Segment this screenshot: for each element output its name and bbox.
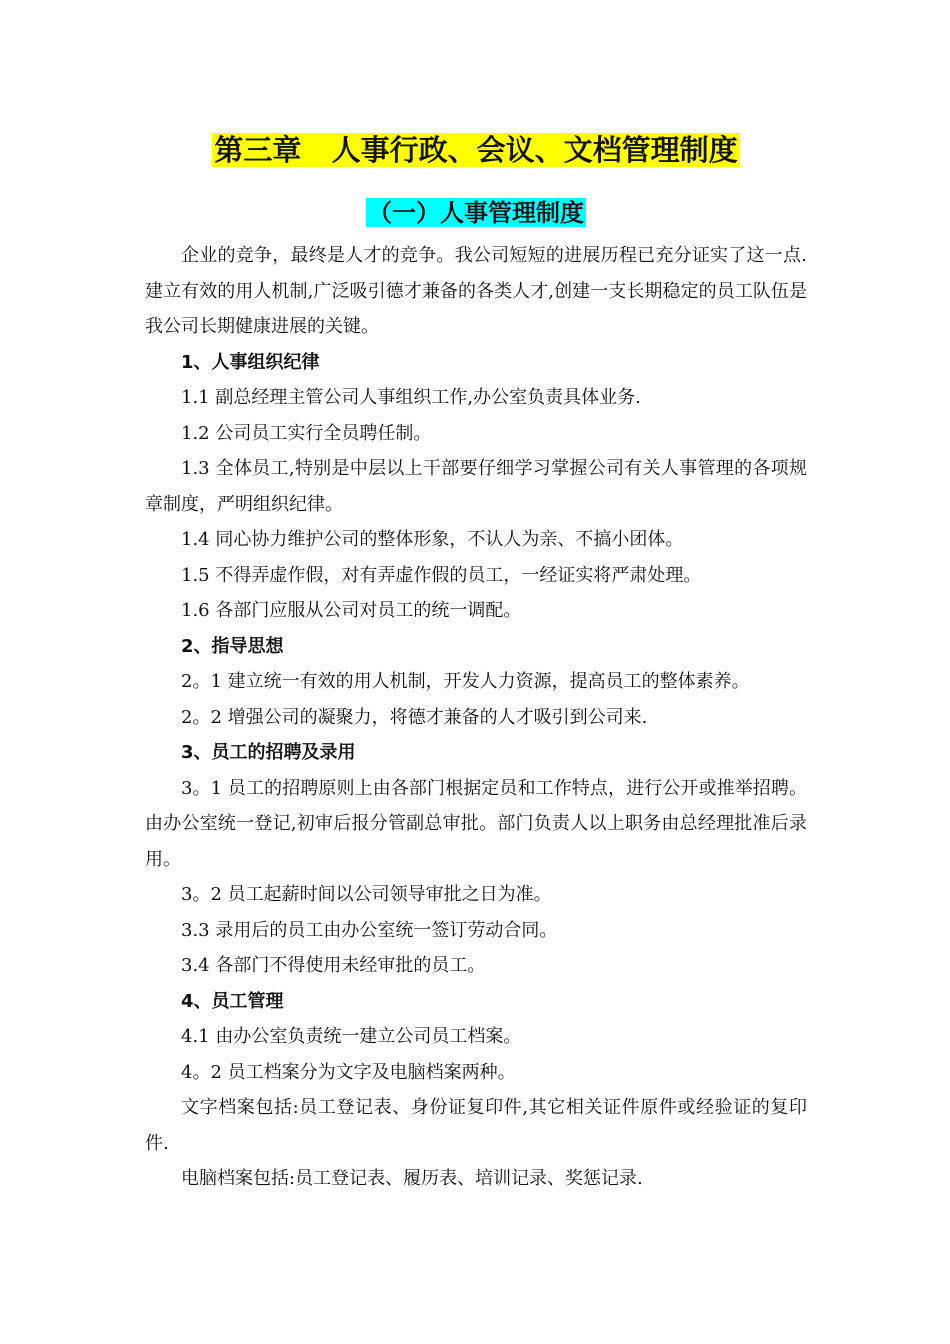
intro-paragraph: 企业的竞争，最终是人才的竞争。我公司短短的进展历程已充分证实了这一点.建立有效的用人机制,广泛吸引德才兼备的各类人才,创建一支长期稳定的员工队伍是我公司长期健康进展的关键。 (145, 245, 807, 337)
clause: 1.3 全体员工,特别是中层以上干部要仔细学习掌握公司有关人事管理的各项规章制度，严明组织纪律。 (145, 458, 807, 515)
section-2 (145, 629, 807, 736)
section-4 (145, 984, 807, 1197)
clause: 3。2 员工起薪时间以公司领导审批之日为准。 (181, 884, 552, 905)
section-heading: 4、员工管理 (181, 990, 284, 1012)
document-page (145, 128, 807, 1197)
clause: 1.4 同心协力维护公司的整体形象，不认人为亲、不搞小团体。 (181, 529, 684, 550)
clause: 4.1 由办公室负责统一建立公司员工档案。 (181, 1026, 522, 1047)
section-title-text: （一）人事管理制度 (368, 198, 584, 227)
clause: 1.6 各部门应服从公司对员工的统一调配。 (181, 600, 522, 621)
clause: 2。2 增强公司的凝聚力，将德才兼备的人才吸引到公司来. (181, 706, 648, 728)
clause: 3.3 录用后的员工由办公室统一签订劳动合同。 (181, 919, 558, 941)
section-heading: 2、指导思想 (181, 635, 284, 657)
clause: 电脑档案包括:员工登记表、履历表、培训记录、奖惩记录. (181, 1168, 643, 1189)
section-3 (145, 735, 807, 984)
chapter-title (145, 128, 807, 172)
clause: 3。1 员工的招聘原则上由各部门根据定员和工作特点，进行公开或推举招聘。由办公室统一登记,初审后报分管副总审批。部门负责人以上职务由总经理批准后录用。 (145, 777, 807, 870)
clause: 2。1 建立统一有效的用人机制，开发人力资源，提高员工的整体素养。 (181, 671, 750, 692)
section-1 (145, 345, 807, 629)
section-heading: 1、人事组织纪律 (181, 351, 320, 373)
clause: 1.5 不得弄虚作假，对有弄虚作假的员工，一经证实将严肃处理。 (181, 564, 702, 586)
clause: 1.1 副总经理主管公司人事组织工作,办公室负责具体业务. (181, 387, 641, 408)
clause: 4。2 员工档案分为文字及电脑档案两种。 (181, 1061, 516, 1083)
section-title (145, 196, 807, 230)
section-heading: 3、员工的招聘及录用 (181, 742, 356, 763)
clause: 3.4 各部门不得使用未经审批的员工。 (181, 955, 486, 976)
chapter-title-text: 第三章 人事行政、会议、文档管理制度 (214, 133, 738, 167)
clause: 文字档案包括:员工登记表、身份证复印件,其它相关证件原件或经验证的复印件. (145, 1097, 807, 1154)
clause: 1.2 公司员工实行全员聘任制。 (181, 422, 432, 444)
